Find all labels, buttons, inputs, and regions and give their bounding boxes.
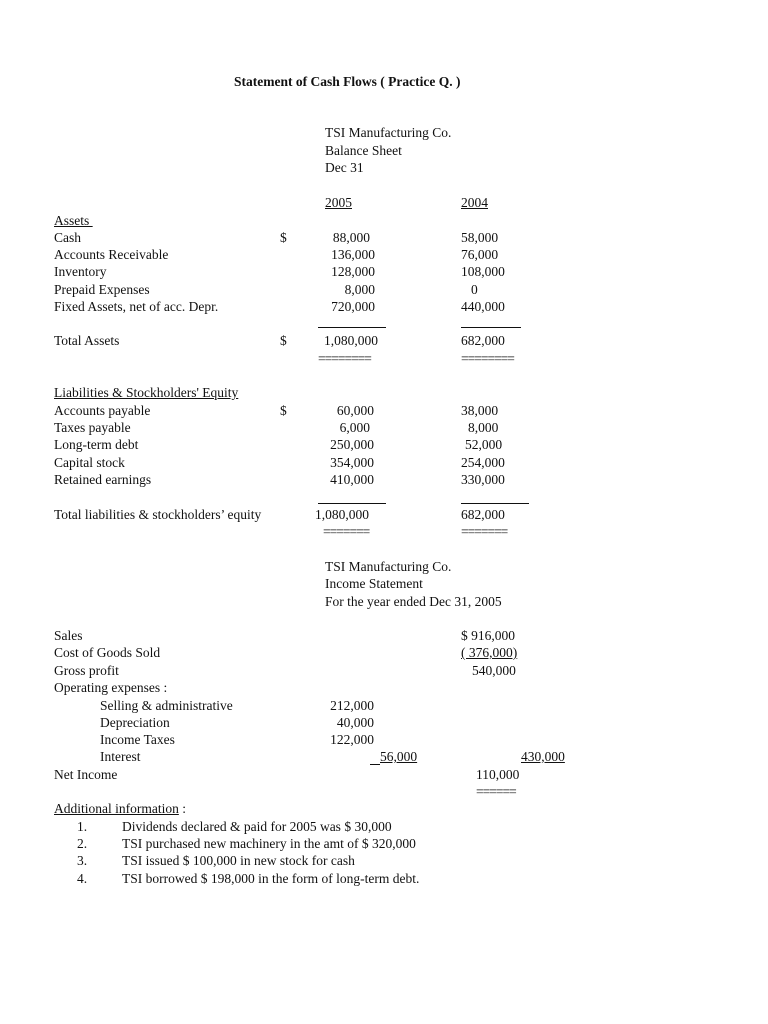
liabilities-heading: Liabilities & Stockholders' Equity [54,385,239,400]
liability-value-2004: 8,000 [468,420,499,435]
liability-value-2004: 330,000 [461,472,505,487]
double-rule: ======== [318,351,371,366]
total-assets-2004: 682,000 [461,333,505,348]
gross-profit-value: 540,000 [472,663,516,678]
asset-value-2004: 440,000 [461,299,505,314]
cogs-label: Cost of Goods Sold [54,645,161,660]
opex-label: Operating expenses : [54,680,168,695]
sales-value: $ 916,000 [461,628,515,643]
sales-label: Sales [54,628,83,643]
total-assets-label: Total Assets [54,333,120,348]
cogs-value: ( 376,000) [461,645,518,660]
is-company: TSI Manufacturing Co. [325,559,452,574]
asset-label: Accounts Receivable [54,247,169,262]
additional-heading [54,802,186,816]
opex-item-value: 212,000 [330,698,374,713]
net-income-value: 110,000 [476,767,520,782]
subtotal-rule [461,327,521,328]
is-period: For the year ended Dec 31, 2005 [325,594,502,609]
bs-company: TSI Manufacturing Co. [325,125,452,140]
opex-item-value: 40,000 [336,715,374,730]
double-rule: ======= [461,524,508,539]
asset-value-2005: 136,000 [331,247,375,262]
liability-label: Accounts payable [54,403,151,418]
is-statement-name: Income Statement [325,576,423,591]
liability-label: Capital stock [54,455,125,470]
currency-symbol: $ [280,403,287,418]
asset-label: Fixed Assets, net of acc. Depr. [54,299,219,314]
asset-label: Cash [54,230,81,245]
list-item-text: TSI borrowed $ 198,000 in the form of long-term debt. [122,871,420,886]
liability-value-2004: 52,000 [465,437,503,452]
asset-value-2004: 108,000 [461,264,505,279]
asset-value-2004: 76,000 [461,247,499,262]
subtotal-rule [318,503,386,504]
list-item-number: 1. [77,819,88,834]
opex-item-value: 122,000 [330,732,374,747]
bs-col-2004: 2004 [461,195,488,210]
total-assets-2005: 1,080,000 [324,333,378,348]
asset-label: Inventory [54,264,107,279]
total-liabilities-label: Total liabilities & stockholders’ equity [54,507,262,522]
subtotal-rule [318,327,386,328]
bs-statement-name: Balance Sheet [325,143,402,158]
assets-heading: Assets [54,213,93,228]
gross-profit-label: Gross profit [54,663,119,678]
underline-lead [370,764,380,765]
interest-value: 56,000 [380,749,418,764]
list-item-text: TSI issued $ 100,000 in new stock for cash [122,853,355,868]
double-rule: ======== [461,351,514,366]
liability-value-2005: 250,000 [330,437,374,452]
liability-value-2004: 254,000 [461,455,505,470]
list-item-number: 4. [77,871,88,886]
asset-value-2005: 8,000 [344,282,375,297]
asset-value-2005: 720,000 [331,299,375,314]
liability-value-2005: 354,000 [330,455,374,470]
list-item-text: Dividends declared & paid for 2005 was $ 30,000 [122,819,392,834]
bs-date: Dec 31 [325,160,364,175]
currency-symbol: $ [280,333,287,348]
additional-heading-colon: : [178,801,186,816]
opex-item-label: Income Taxes [100,732,175,747]
list-item-number: 3. [77,853,88,868]
opex-item-label: Depreciation [100,715,170,730]
total-liabilities-2004: 682,000 [461,507,505,522]
additional-heading-text: Additional information [54,801,179,816]
currency-symbol: $ [280,230,287,245]
opex-item-label: Selling & administrative [100,698,233,713]
asset-value-2005: 88,000 [332,230,370,245]
list-item-number: 2. [77,836,88,851]
bs-col-2005: 2005 [325,195,352,210]
liability-value-2005: 60,000 [336,403,374,418]
asset-value-2004: 0 [471,282,478,297]
page-title: Statement of Cash Flows ( Practice Q. ) [234,74,461,89]
total-liabilities-2005: 1,080,000 [315,507,369,522]
liability-value-2005: 410,000 [330,472,374,487]
net-income-label: Net Income [54,767,118,782]
asset-value-2005: 128,000 [331,264,375,279]
subtotal-rule [461,503,529,504]
double-rule: ====== [476,784,516,799]
total-opex-value: 430,000 [521,749,565,764]
interest-label: Interest [100,749,141,764]
asset-label: Prepaid Expenses [54,282,150,297]
list-item-text: TSI purchased new machinery in the amt of $ 320,000 [122,836,416,851]
liability-label: Retained earnings [54,472,152,487]
liability-value-2005: 6,000 [339,420,370,435]
asset-value-2004: 58,000 [461,230,499,245]
liability-label: Long-term debt [54,437,139,452]
liability-label: Taxes payable [54,420,131,435]
double-rule: ======= [323,524,370,539]
liability-value-2004: 38,000 [461,403,499,418]
